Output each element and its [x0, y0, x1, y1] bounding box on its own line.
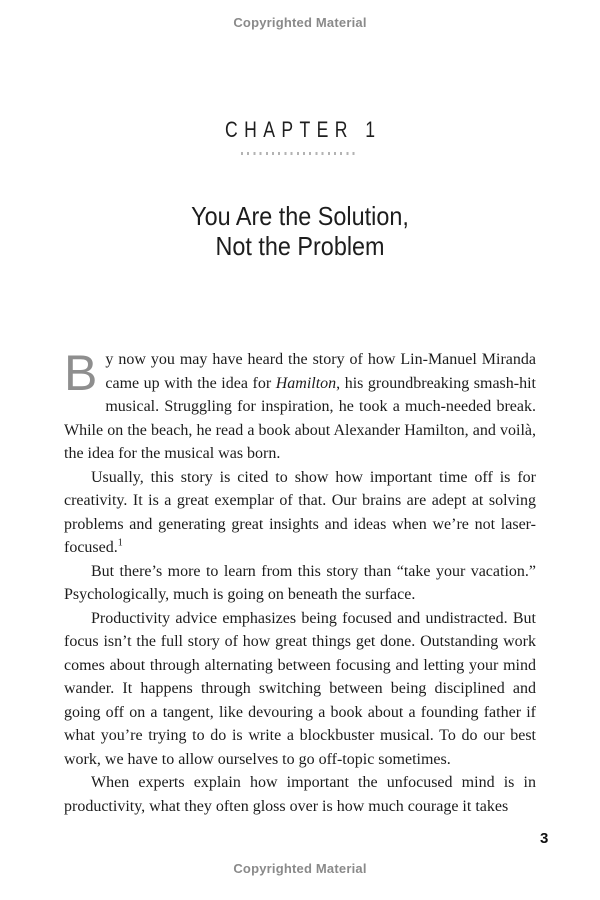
text-run: y now you may have heard the story of how Lin-Manuel Miranda came up with the idea for: [105, 351, 536, 392]
dotted-divider: [241, 152, 359, 155]
chapter-title: [30, 201, 570, 261]
body-paragraph: [64, 771, 536, 818]
body-paragraph: [64, 345, 536, 466]
chapter-label: CHAPTER 1: [225, 117, 382, 142]
chapter-title-line2: Not the Problem: [215, 231, 385, 261]
body-paragraph: [64, 607, 536, 772]
copyright-watermark-bottom: Copyrighted Material: [233, 861, 367, 876]
dropcap-letter: B: [64, 345, 98, 401]
chapter-title-line1: You Are the Solution,: [191, 201, 409, 231]
text-run: When experts explain how important the unfocused mind is in productivity, what they often gloss over is how much courage it takes: [64, 774, 536, 815]
text-run: , his groundbreaking smash-hit musical. Struggling for inspiration, he took a much-needed break. While on the beach, he read a book about Alexander Hamilton, and voilà, the idea for the musical was born.: [64, 374, 536, 462]
copyright-watermark-top: Copyrighted Material: [233, 15, 367, 30]
body-paragraph: [64, 466, 536, 560]
italic-run: Hamilton: [275, 374, 337, 392]
page-number: 3: [540, 830, 549, 847]
footnote-ref: 1: [117, 537, 123, 549]
text-run: But there’s more to learn from this story than “take your vacation.” Psychologically, much is going on beneath the surface.: [64, 562, 536, 603]
body-text: [64, 345, 536, 818]
body-paragraph: [64, 560, 536, 607]
text-run: Usually, this story is cited to show how important time off is for creativity. It is a great exemplar of that. Our brains are adept at solving problems and generating great insights and ideas when we’re not laser-focused.: [64, 468, 536, 556]
text-run: Productivity advice emphasizes being focused and undistracted. But focus isn’t the full story of how great things get done. Outstanding work comes about through alternating between focusing and letting your mind wander. It happens through switching between being disciplined and going off on a tangent, like devouring a book about a founding father if what you’re trying to do is write a blockbuster musical. To do our best work, we have to allow ourselves to go off-topic sometimes.: [64, 609, 536, 768]
